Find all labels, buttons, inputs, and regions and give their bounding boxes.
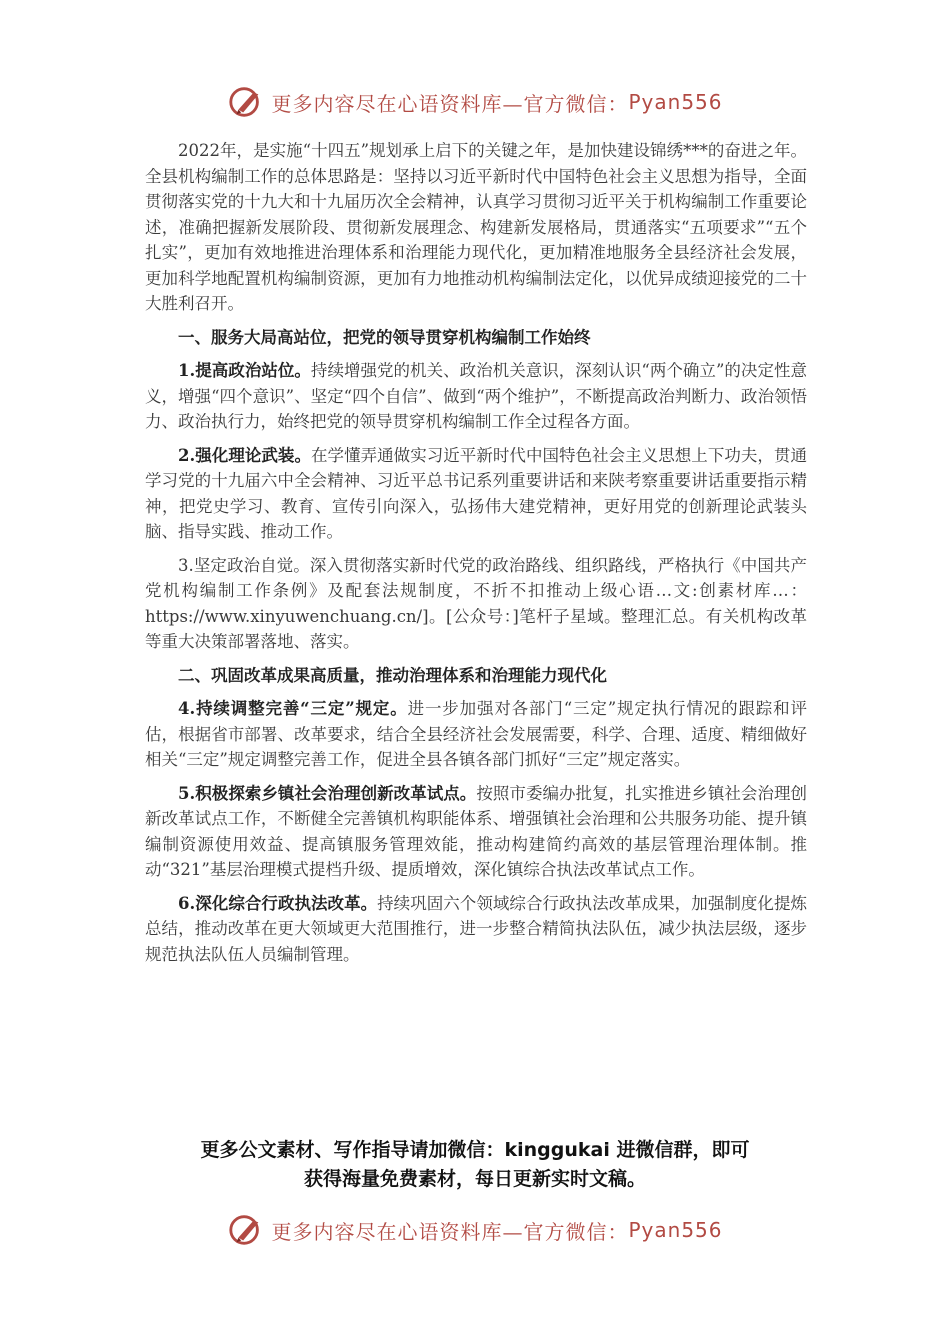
section-heading: 一、服务大局高站位，把党的领导贯穿机构编制工作始终 (178, 327, 591, 347)
list-item (145, 781, 807, 883)
item-body: 按照市委编办批复，扎实推进乡镇社会治理创新改革试点工作，不断健全完善镇机构职能体系、增强镇社会治理和公共服务功能、提升镇编制资源使用效益、提高镇服务管理效能，推动构建简约高效的基层管理治理体制。推动“321”基层治理模式提档升级、提质增效，深化镇综合执法改革试点工作。 (145, 783, 807, 879)
item-body: 3.坚定政治自觉。深入贯彻落实新时代党的政治路线、组织路线，严格执行《中国共产党机构编制工作条例》及配套法规制度，不折不扣推动上级心语…文:创素材库…：https://www.xinyuwenchuang.cn/]。[公众号：]笔杆子星域。整理汇总。有关机构改革等重大决策部署落地、落实。 (145, 555, 807, 651)
header-banner (0, 82, 950, 122)
list-item (145, 696, 807, 773)
header-wechat-id: Pyan556 (628, 90, 723, 114)
item-lead: 1.提高政治站位。 (178, 361, 311, 380)
footer-banner (0, 1210, 950, 1250)
pen-logo-icon (227, 83, 265, 121)
intro-paragraph: 2022年，是实施“十四五”规划承上启下的关键之年，是加快建设锦绣***的奋进之年。全县机构编制工作的总体思路是：坚持以习近平新时代中国特色社会主义思想为指导，全面贯彻落实党的十九大和十九届历次全会精神，认真学习贯彻习近平关于机构编制工作重要论述，准确把握新发展阶段、贯彻新发展理念、构建新发展格局，贯通落实“五项要求”“五个扎实”，更加有效地推进治理体系和治理能力现代化，更加精准地服务全县经济社会发展，更加科学地配置机构编制资源，更加有力地推动机构编制法定化，以优异成绩迎接党的二十大胜利召开。 (145, 141, 807, 313)
promo-note (130, 1136, 820, 1194)
item-lead: 5.积极探索乡镇社会治理创新改革试点。 (178, 783, 477, 803)
header-text: 更多内容尽在心语资料库—官方微信： (271, 91, 629, 116)
list-item (145, 553, 807, 655)
item-lead: 2.强化理论武装。 (178, 445, 311, 465)
list-item (145, 891, 807, 968)
section-heading: 二、巩固改革成果高质量，推动治理体系和治理能力现代化 (178, 665, 607, 685)
list-item (145, 358, 807, 435)
item-lead: 4.持续调整完善“三定”规定。 (178, 699, 408, 718)
footer-text: 更多内容尽在心语资料库—官方微信： (271, 1219, 629, 1244)
item-body: 进一步加强对各部门“三定”规定执行情况的跟踪和评估，根据省市部署、改革要求，结合全县经济社会发展需要，科学、合理、适度、精细做好相关“三定”规定调整完善工作，促进全县各镇各部门抓好“三定”规定落实。 (145, 699, 807, 769)
promo-line-1: 更多公文素材、写作指导请加微信：kinggukai 进微信群，即可 (200, 1139, 750, 1161)
document-body (145, 138, 807, 975)
item-lead: 6.深化综合行政执法改革。 (178, 893, 378, 913)
item-body: 持续巩固六个领域综合行政执法改革成果，加强制度化提炼总结，推动改革在更大领域更大范围推行，进一步整合精简执法队伍，减少执法层级，逐步规范执法队伍人员编制管理。 (145, 893, 807, 964)
footer-wechat-id: Pyan556 (628, 1218, 723, 1242)
promo-line-2: 获得海量免费素材，每日更新实时文稿。 (303, 1168, 646, 1190)
item-body: 在学懂弄通做实习近平新时代中国特色社会主义思想上下功夫，贯通学习党的十九届六中全会精神、习近平总书记系列重要讲话和来陕考察重要讲话重要指示精神，把党史学习、教育、宣传引向深入，弘扬伟大建党精神，更好用党的创新理论武装头脑、指导实践、推动工作。 (145, 445, 807, 541)
list-item (145, 443, 807, 545)
item-body: 持续增强党的机关、政治机关意识，深刻认识“两个确立”的决定性意义，增强“四个意识”、坚定“四个自信”、做到“两个维护”，不断提高政治判断力、政治领悟力、政治执行力，始终把党的领导贯穿机构编制工作全过程各方面。 (145, 361, 807, 431)
pen-logo-icon (227, 1211, 265, 1249)
